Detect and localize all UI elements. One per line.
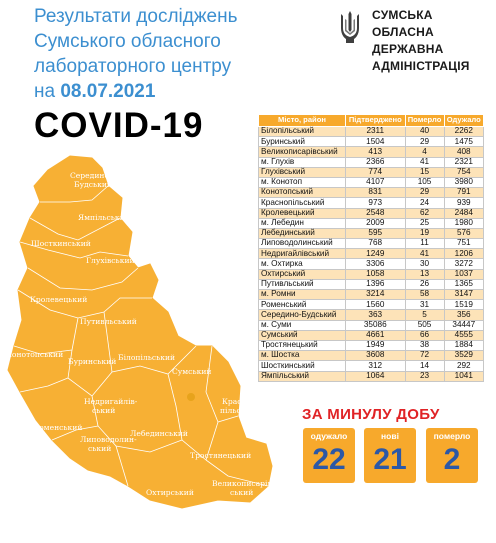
table-row — [259, 320, 484, 330]
org-line: ОБЛАСНА — [372, 25, 434, 39]
value-cell: 29 — [405, 137, 444, 147]
column-header: Одужало — [444, 115, 483, 127]
table-row — [259, 330, 484, 340]
table-row — [259, 259, 484, 269]
map-label: Тростянецький — [190, 451, 252, 460]
district-name-cell: Великописарівський — [259, 147, 346, 157]
value-cell: 1365 — [444, 279, 483, 289]
map-label: Кролевецький — [30, 295, 88, 304]
table-row — [259, 340, 484, 350]
report-date: 08.07.2021 — [60, 81, 156, 102]
district-name-cell: м. Шостка — [259, 351, 346, 361]
column-header: Підтверджено — [346, 115, 406, 127]
table-row — [259, 177, 484, 187]
value-cell: 41 — [405, 157, 444, 167]
value-cell: 11 — [405, 239, 444, 249]
title-date-line — [34, 79, 334, 104]
map-label: Сумський — [172, 367, 212, 376]
org-line: АДМІНІСТРАЦІЯ — [372, 59, 470, 73]
map-label: Конотопський — [6, 350, 64, 359]
map-label: Роменський — [34, 423, 83, 432]
table-row — [259, 279, 484, 289]
value-cell: 58 — [405, 290, 444, 300]
value-cell: 1249 — [346, 249, 406, 259]
district-name-cell: м. Конотоп — [259, 177, 346, 187]
value-cell: 19 — [405, 228, 444, 238]
daily-summary-title: ЗА МИНУЛУ ДОБУ — [302, 406, 440, 423]
value-cell: 25 — [405, 218, 444, 228]
table-row — [259, 361, 484, 371]
table-row — [259, 290, 484, 300]
value-cell: 1504 — [346, 137, 406, 147]
value-cell: 768 — [346, 239, 406, 249]
value-cell: 2009 — [346, 218, 406, 228]
map-label: Путивльський — [80, 317, 137, 326]
value-cell: 5 — [405, 310, 444, 320]
deaths-box — [426, 428, 478, 483]
new-cases-value: 21 — [373, 443, 407, 476]
value-cell: 2311 — [346, 127, 406, 137]
value-cell: 1949 — [346, 340, 406, 350]
table-row — [259, 228, 484, 238]
map-label: Шосткинський — [31, 239, 91, 248]
value-cell: 66 — [405, 330, 444, 340]
table-row — [259, 351, 484, 361]
value-cell: 408 — [444, 147, 483, 157]
value-cell: 1037 — [444, 269, 483, 279]
recovered-label: одужало — [310, 431, 348, 441]
district-name-cell: Недригайлівський — [259, 249, 346, 259]
table-row — [259, 371, 484, 381]
value-cell: 973 — [346, 198, 406, 208]
organization-name — [372, 7, 470, 75]
district-name-cell: Білопільський — [259, 127, 346, 137]
value-cell: 1980 — [444, 218, 483, 228]
value-cell: 13 — [405, 269, 444, 279]
district-name-cell: м. Глухів — [259, 157, 346, 167]
value-cell: 2484 — [444, 208, 483, 218]
value-cell: 41 — [405, 249, 444, 259]
value-cell: 576 — [444, 228, 483, 238]
value-cell: 3980 — [444, 177, 483, 187]
district-name-cell: Кролевецький — [259, 208, 346, 218]
map-label: Ямпільський — [78, 213, 130, 222]
value-cell: 595 — [346, 228, 406, 238]
ukraine-trident-icon — [339, 10, 361, 44]
org-line: СУМСЬКА — [372, 8, 433, 22]
value-cell: 34447 — [444, 320, 483, 330]
deaths-label: померло — [433, 431, 471, 441]
value-cell: 831 — [346, 188, 406, 198]
district-name-cell: м. Охтирка — [259, 259, 346, 269]
district-name-cell: м. Лебедин — [259, 218, 346, 228]
table-row — [259, 249, 484, 259]
new-cases-label: нові — [381, 431, 399, 441]
value-cell: 15 — [405, 167, 444, 177]
value-cell: 363 — [346, 310, 406, 320]
value-cell: 62 — [405, 208, 444, 218]
value-cell: 1475 — [444, 137, 483, 147]
page-title — [34, 4, 334, 104]
map-label: Глухівський — [86, 256, 135, 265]
value-cell: 939 — [444, 198, 483, 208]
value-cell: 4555 — [444, 330, 483, 340]
value-cell: 4107 — [346, 177, 406, 187]
value-cell: 2321 — [444, 157, 483, 167]
table-row — [259, 167, 484, 177]
recovered-box — [303, 428, 355, 483]
value-cell: 1206 — [444, 249, 483, 259]
value-cell: 30 — [405, 259, 444, 269]
new-cases-box — [364, 428, 416, 483]
value-cell: 774 — [346, 167, 406, 177]
value-cell: 1519 — [444, 300, 483, 310]
value-cell: 29 — [405, 188, 444, 198]
map-label: ський — [230, 488, 254, 497]
value-cell: 72 — [405, 351, 444, 361]
title-line: Результати досліджень — [34, 6, 238, 27]
value-cell: 1884 — [444, 340, 483, 350]
org-line: ДЕРЖАВНА — [372, 42, 444, 56]
title-prefix: на — [34, 81, 56, 102]
district-name-cell: Лебединський — [259, 228, 346, 238]
value-cell: 4 — [405, 147, 444, 157]
value-cell: 3529 — [444, 351, 483, 361]
value-cell: 292 — [444, 361, 483, 371]
district-name-cell: Липоводолинський — [259, 239, 346, 249]
value-cell: 35086 — [346, 320, 406, 330]
district-name-cell: м. Суми — [259, 320, 346, 330]
map-label: Білопільський — [118, 353, 176, 362]
district-name-cell: Середино-Будський — [259, 310, 346, 320]
table-row — [259, 157, 484, 167]
value-cell: 312 — [346, 361, 406, 371]
title-line: лабораторного центру — [34, 56, 232, 77]
district-name-cell: Глухівський — [259, 167, 346, 177]
table-row — [259, 218, 484, 228]
column-header: Місто, район — [259, 115, 346, 127]
table-body — [259, 127, 484, 382]
map-label: Будський — [74, 180, 112, 189]
value-cell: 754 — [444, 167, 483, 177]
table-row — [259, 239, 484, 249]
value-cell: 1064 — [346, 371, 406, 381]
value-cell: 105 — [405, 177, 444, 187]
table-row — [259, 198, 484, 208]
value-cell: 2366 — [346, 157, 406, 167]
value-cell: 791 — [444, 188, 483, 198]
value-cell: 413 — [346, 147, 406, 157]
table-row — [259, 137, 484, 147]
value-cell: 3306 — [346, 259, 406, 269]
map-label: ський — [88, 444, 112, 453]
district-name-cell: Буринський — [259, 137, 346, 147]
district-name-cell: Охтирський — [259, 269, 346, 279]
covid-heading: COVID-19 — [34, 106, 204, 145]
table-row — [259, 269, 484, 279]
recovered-value: 22 — [312, 443, 346, 476]
value-cell: 3214 — [346, 290, 406, 300]
value-cell: 14 — [405, 361, 444, 371]
value-cell: 751 — [444, 239, 483, 249]
district-name-cell: Путивльський — [259, 279, 346, 289]
district-name-cell: Тростянецький — [259, 340, 346, 350]
value-cell: 4661 — [346, 330, 406, 340]
value-cell: 3272 — [444, 259, 483, 269]
district-name-cell: Шосткинський — [259, 361, 346, 371]
district-name-cell: Конотопський — [259, 188, 346, 198]
value-cell: 26 — [405, 279, 444, 289]
map-label: Недригайлів- — [84, 397, 138, 406]
table-row — [259, 147, 484, 157]
map-label: Лебединський — [130, 429, 188, 438]
value-cell: 31 — [405, 300, 444, 310]
map-label: ський — [92, 406, 116, 415]
column-header: Померло — [405, 115, 444, 127]
map-label: Великописарів- — [212, 479, 275, 488]
sumy-oblast-map — [0, 140, 300, 540]
value-cell: 2548 — [346, 208, 406, 218]
deaths-value: 2 — [443, 443, 461, 476]
value-cell: 2262 — [444, 127, 483, 137]
value-cell: 1560 — [346, 300, 406, 310]
map-label: Охтирський — [146, 488, 194, 497]
value-cell: 3147 — [444, 290, 483, 300]
map-label: Липоводолин- — [80, 435, 137, 444]
district-name-cell: Ямпільський — [259, 371, 346, 381]
value-cell: 356 — [444, 310, 483, 320]
value-cell: 24 — [405, 198, 444, 208]
district-name-cell: Роменський — [259, 300, 346, 310]
title-line: Сумського обласного — [34, 31, 221, 52]
table-row — [259, 208, 484, 218]
sumy-city-marker — [187, 393, 195, 401]
table-row — [259, 300, 484, 310]
map-label: пільський — [220, 406, 260, 415]
district-name-cell: м. Ромни — [259, 290, 346, 300]
value-cell: 1396 — [346, 279, 406, 289]
value-cell: 38 — [405, 340, 444, 350]
table-row — [259, 188, 484, 198]
map-label: Середино- — [70, 171, 112, 180]
map-label: Краспо- — [222, 397, 254, 406]
table-row — [259, 310, 484, 320]
district-name-cell: Сумський — [259, 330, 346, 340]
value-cell: 1041 — [444, 371, 483, 381]
district-name-cell: Краснопільський — [259, 198, 346, 208]
value-cell: 505 — [405, 320, 444, 330]
map-label: Буринський — [68, 357, 117, 366]
value-cell: 40 — [405, 127, 444, 137]
table-row — [259, 127, 484, 137]
table-header-row — [259, 115, 484, 127]
value-cell: 1058 — [346, 269, 406, 279]
value-cell: 3608 — [346, 351, 406, 361]
statistics-table — [258, 114, 484, 382]
value-cell: 23 — [405, 371, 444, 381]
